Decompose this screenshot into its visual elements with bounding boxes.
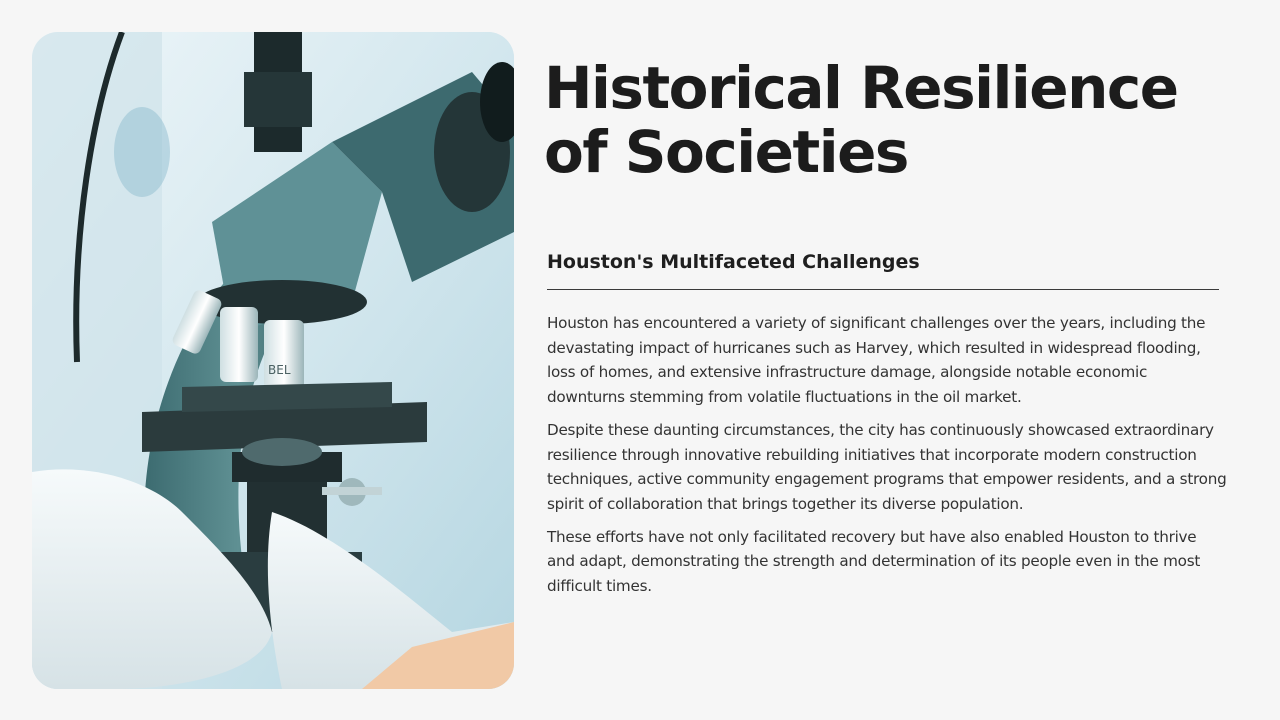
microscope-illustration <box>32 32 514 689</box>
body-text <box>547 311 1227 607</box>
paragraph-challenges: Houston has encountered a variety of significant challenges over the years, including the devastating impact of hurricanes such as Harvey, which resulted in widespread flooding, loss of homes, and extensive infrastructure damage, alongside notable economic downturns stemming from volatile fluctuations in the oil market. <box>547 314 1206 407</box>
objective-lens-label: BEL <box>268 363 291 377</box>
section-subheading: Houston's Multifaceted Challenges <box>547 251 920 273</box>
divider-line <box>547 289 1219 290</box>
paragraph-recovery: These efforts have not only facilitated recovery but have also enabled Houston to thrive and adapt, demonstrating the strength and determination of its people even in the most difficult times. <box>547 527 1201 596</box>
microscope-photo <box>32 32 514 689</box>
paragraph-resilience: Despite these daunting circumstances, the city has continuously showcased extraordinary resilience through innovative rebuilding initiatives that incorporate modern construction techniques, active community engagement programs that empower residents, and a strong spirit of collaboration that brings together its diverse population. <box>547 420 1227 513</box>
slide-title: Historical Resilience of Societies <box>544 54 1178 186</box>
